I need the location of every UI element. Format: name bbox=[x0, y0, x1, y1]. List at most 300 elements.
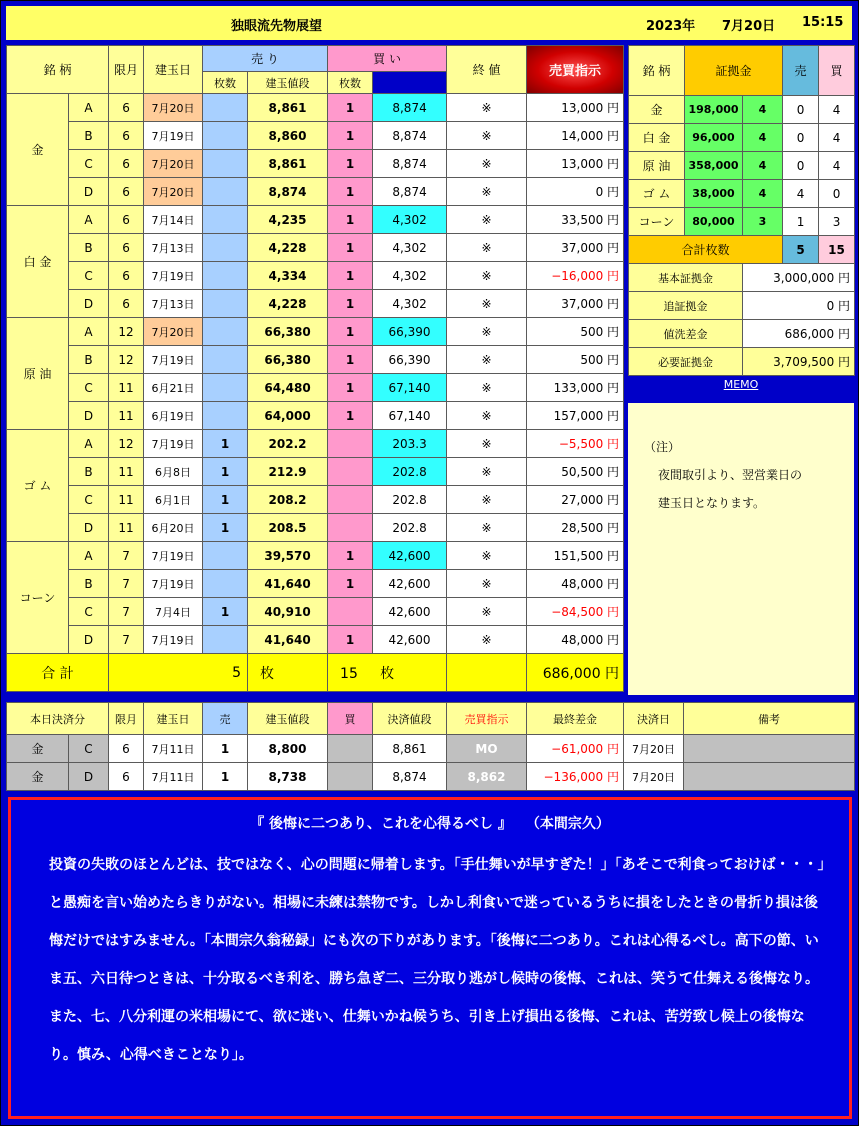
summary-margin: 96,000 bbox=[685, 124, 743, 152]
position-row bbox=[7, 94, 624, 122]
row-buy-count: 1 bbox=[328, 570, 373, 598]
quote-body: 投資の失敗のほとんどは、技ではなく、心の問題に帰着します。「手仕舞いが早すぎた！」「あそこで利食っておけば・・・」と愚痴を言い始めたらきりがない。相場に未練は禁物です。しかし利食いで迷っているうちに損をしたときの骨折り損は後悔だけではすみません。「本間宗久翁秘録」にも次の下りがあります。「後悔に二つあり。これは心得るべし。高下の節、いま五、六日待つときは、十分取るべき利を、勝ち急ぎ二、三分取り逃がし候時の後悔、これは、笑うて仕舞える後悔なり。また、七、八分利運の米相場にて、欲に迷い、仕舞いかね候うち、引き上げ損出る後悔、これは、苦労致し候上の後悔なり。慎み、心得べきことなり」。 bbox=[49, 857, 825, 1063]
page-title: 独眼流先物展望 bbox=[231, 19, 323, 34]
fund-label: 必要証拠金 bbox=[629, 348, 743, 376]
row-mark: ※ bbox=[447, 514, 527, 542]
summary-sell: 0 bbox=[783, 124, 819, 152]
row-code: C bbox=[69, 486, 109, 514]
settled-month: 6 bbox=[109, 735, 144, 763]
settled-note bbox=[684, 735, 855, 763]
fund-label: 基本証拠金 bbox=[629, 264, 743, 292]
row-close: 42,600 bbox=[373, 542, 447, 570]
summary-total-buy: 15 bbox=[819, 236, 855, 264]
row-buy-count: 1 bbox=[328, 122, 373, 150]
settled-row bbox=[7, 763, 855, 791]
row-buy-count: 1 bbox=[328, 94, 373, 122]
row-month: 6 bbox=[109, 178, 144, 206]
row-buy-count bbox=[328, 598, 373, 626]
row-close: 4,302 bbox=[373, 290, 447, 318]
row-diff: −84,500 円 bbox=[527, 598, 624, 626]
commodity-name: コーン bbox=[7, 542, 69, 654]
row-price: 4,235 bbox=[248, 206, 328, 234]
summary-buy: 3 bbox=[819, 208, 855, 236]
row-code: B bbox=[69, 570, 109, 598]
row-diff: 151,500 円 bbox=[527, 542, 624, 570]
row-sell-count bbox=[203, 402, 248, 430]
row-date: 6月19日 bbox=[144, 402, 203, 430]
summary-row bbox=[629, 124, 855, 152]
row-close: 67,140 bbox=[373, 374, 447, 402]
row-buy-count bbox=[328, 486, 373, 514]
row-code: C bbox=[69, 374, 109, 402]
row-code: B bbox=[69, 346, 109, 374]
position-row bbox=[7, 374, 624, 402]
row-mark: ※ bbox=[447, 598, 527, 626]
row-price: 64,000 bbox=[248, 402, 328, 430]
row-code: D bbox=[69, 514, 109, 542]
row-sell-count bbox=[203, 570, 248, 598]
settled-final: −136,000 円 bbox=[527, 763, 624, 791]
row-date: 7月19日 bbox=[144, 570, 203, 598]
row-date: 7月19日 bbox=[144, 262, 203, 290]
settled-sell: 1 bbox=[203, 735, 248, 763]
row-mark: ※ bbox=[447, 346, 527, 374]
row-close: 203.3 bbox=[373, 430, 447, 458]
row-mark: ※ bbox=[447, 234, 527, 262]
row-mark: ※ bbox=[447, 626, 527, 654]
row-sell-count bbox=[203, 234, 248, 262]
settled-final: −61,000 円 bbox=[527, 735, 624, 763]
row-month: 6 bbox=[109, 206, 144, 234]
row-buy-count bbox=[328, 430, 373, 458]
row-mark: ※ bbox=[447, 374, 527, 402]
fund-value: 0 円 bbox=[743, 292, 855, 320]
row-code: B bbox=[69, 458, 109, 486]
settled-date: 7月11日 bbox=[144, 763, 203, 791]
row-close: 67,140 bbox=[373, 402, 447, 430]
quote-title: 『 後悔に二つあり、これを心得るべし 』 （本間宗久） bbox=[250, 816, 610, 832]
row-close: 202.8 bbox=[373, 486, 447, 514]
header-close: 終 値 bbox=[447, 46, 527, 94]
position-row bbox=[7, 234, 624, 262]
row-code: D bbox=[69, 290, 109, 318]
settled-header-month: 限月 bbox=[109, 703, 144, 735]
row-code: B bbox=[69, 234, 109, 262]
row-price: 64,480 bbox=[248, 374, 328, 402]
margin-summary-table bbox=[628, 45, 855, 376]
position-row bbox=[7, 318, 624, 346]
memo-box bbox=[628, 403, 854, 695]
row-date: 7月19日 bbox=[144, 346, 203, 374]
row-mark: ※ bbox=[447, 486, 527, 514]
row-mark: ※ bbox=[447, 458, 527, 486]
row-date: 6月1日 bbox=[144, 486, 203, 514]
row-close: 202.8 bbox=[373, 514, 447, 542]
row-close: 202.8 bbox=[373, 458, 447, 486]
summary-total-sell: 5 bbox=[783, 236, 819, 264]
header-gengetsu: 限月 bbox=[109, 46, 144, 94]
row-date: 7月19日 bbox=[144, 542, 203, 570]
row-date: 7月14日 bbox=[144, 206, 203, 234]
summary-buy: 4 bbox=[819, 124, 855, 152]
row-month: 6 bbox=[109, 262, 144, 290]
position-row bbox=[7, 290, 624, 318]
row-date: 7月20日 bbox=[144, 178, 203, 206]
row-date: 7月4日 bbox=[144, 598, 203, 626]
row-month: 6 bbox=[109, 94, 144, 122]
row-price: 8,861 bbox=[248, 94, 328, 122]
row-sell-count bbox=[203, 262, 248, 290]
summary-row bbox=[629, 96, 855, 124]
row-sell-count bbox=[203, 178, 248, 206]
row-month: 6 bbox=[109, 122, 144, 150]
row-date: 7月20日 bbox=[144, 318, 203, 346]
row-mark: ※ bbox=[447, 542, 527, 570]
row-sell-count bbox=[203, 206, 248, 234]
commodity-name: 白 金 bbox=[7, 206, 69, 318]
row-code: D bbox=[69, 178, 109, 206]
summary-total-label: 合計枚数 bbox=[629, 236, 783, 264]
row-sell-count bbox=[203, 94, 248, 122]
settled-name: 金 bbox=[7, 763, 69, 791]
position-row bbox=[7, 514, 624, 542]
commodity-name: ゴ ム bbox=[7, 430, 69, 542]
settled-header-note: 備考 bbox=[684, 703, 855, 735]
row-sell-count: 1 bbox=[203, 458, 248, 486]
row-close: 8,874 bbox=[373, 150, 447, 178]
row-sell-count bbox=[203, 542, 248, 570]
memo-line-note: （注） bbox=[644, 440, 681, 454]
position-row bbox=[7, 486, 624, 514]
row-close: 66,390 bbox=[373, 318, 447, 346]
row-buy-count: 1 bbox=[328, 178, 373, 206]
row-code: D bbox=[69, 402, 109, 430]
row-code: C bbox=[69, 262, 109, 290]
position-row bbox=[7, 262, 624, 290]
summary-buy: 4 bbox=[819, 96, 855, 124]
row-price: 8,874 bbox=[248, 178, 328, 206]
position-row bbox=[7, 178, 624, 206]
summary-row bbox=[629, 180, 855, 208]
row-month: 12 bbox=[109, 346, 144, 374]
row-buy-count: 1 bbox=[328, 234, 373, 262]
row-sell-count: 1 bbox=[203, 598, 248, 626]
settled-settle-price: 8,874 bbox=[373, 763, 447, 791]
summary-header-sell: 売 bbox=[783, 46, 819, 96]
row-price: 4,228 bbox=[248, 290, 328, 318]
row-mark: ※ bbox=[447, 318, 527, 346]
row-month: 7 bbox=[109, 542, 144, 570]
position-row bbox=[7, 598, 624, 626]
row-code: B bbox=[69, 122, 109, 150]
row-mark: ※ bbox=[447, 206, 527, 234]
row-sell-count: 1 bbox=[203, 430, 248, 458]
summary-count: 4 bbox=[743, 152, 783, 180]
settled-header-settle-date: 決済日 bbox=[624, 703, 684, 735]
row-code: D bbox=[69, 626, 109, 654]
settled-price: 8,738 bbox=[248, 763, 328, 791]
fund-label: 追証拠金 bbox=[629, 292, 743, 320]
row-month: 12 bbox=[109, 430, 144, 458]
row-buy-count bbox=[328, 458, 373, 486]
row-month: 11 bbox=[109, 458, 144, 486]
summary-row bbox=[629, 152, 855, 180]
row-buy-count bbox=[328, 514, 373, 542]
row-diff: 28,500 円 bbox=[527, 514, 624, 542]
settled-code: C bbox=[69, 735, 109, 763]
row-month: 6 bbox=[109, 290, 144, 318]
row-diff: 13,000 円 bbox=[527, 150, 624, 178]
settled-table bbox=[6, 702, 855, 791]
fund-label: 値洗差金 bbox=[629, 320, 743, 348]
summary-count: 3 bbox=[743, 208, 783, 236]
row-price: 66,380 bbox=[248, 346, 328, 374]
total-unit-buy: 枚 bbox=[380, 665, 395, 682]
summary-header-meigara: 銘 柄 bbox=[629, 46, 685, 96]
row-price: 40,910 bbox=[248, 598, 328, 626]
row-diff: 37,000 円 bbox=[527, 290, 624, 318]
summary-row bbox=[629, 208, 855, 236]
title-bar bbox=[6, 6, 852, 40]
row-close: 4,302 bbox=[373, 206, 447, 234]
settled-date: 7月11日 bbox=[144, 735, 203, 763]
row-mark: ※ bbox=[447, 402, 527, 430]
position-row bbox=[7, 346, 624, 374]
date-label: 7月20日 bbox=[722, 19, 776, 34]
summary-margin: 358,000 bbox=[685, 152, 743, 180]
fund-row bbox=[629, 292, 855, 320]
row-sell-count bbox=[203, 122, 248, 150]
position-row bbox=[7, 122, 624, 150]
row-sell-count bbox=[203, 374, 248, 402]
settled-code: D bbox=[69, 763, 109, 791]
summary-margin: 198,000 bbox=[685, 96, 743, 124]
commodity-name: 金 bbox=[7, 94, 69, 206]
row-mark: ※ bbox=[447, 290, 527, 318]
header-buy: 買 い bbox=[328, 46, 447, 72]
row-mark: ※ bbox=[447, 178, 527, 206]
total-unit-sell: 枚 bbox=[248, 654, 328, 692]
settled-row bbox=[7, 735, 855, 763]
summary-buy: 4 bbox=[819, 152, 855, 180]
summary-count: 4 bbox=[743, 124, 783, 152]
settled-sell: 1 bbox=[203, 763, 248, 791]
row-close: 8,874 bbox=[373, 94, 447, 122]
row-close: 66,390 bbox=[373, 346, 447, 374]
settled-header-settle-price: 決済値段 bbox=[373, 703, 447, 735]
time-label: 15:15 bbox=[802, 15, 844, 30]
row-buy-count: 1 bbox=[328, 290, 373, 318]
row-price: 8,861 bbox=[248, 150, 328, 178]
total-sell-count: 5 bbox=[109, 654, 248, 692]
row-buy-count: 1 bbox=[328, 346, 373, 374]
position-row bbox=[7, 150, 624, 178]
total-buy-count-value: 15 bbox=[340, 665, 358, 682]
row-close: 42,600 bbox=[373, 570, 447, 598]
settled-header-final: 最終差金 bbox=[527, 703, 624, 735]
settled-header-price: 建玉値段 bbox=[248, 703, 328, 735]
row-buy-count: 1 bbox=[328, 206, 373, 234]
settled-buy bbox=[328, 763, 373, 791]
row-price: 66,380 bbox=[248, 318, 328, 346]
fund-row bbox=[629, 320, 855, 348]
settled-month: 6 bbox=[109, 763, 144, 791]
order-instruction-button[interactable]: 売買指示 bbox=[527, 46, 624, 94]
row-diff: 50,500 円 bbox=[527, 458, 624, 486]
memo-link[interactable]: MEMO bbox=[723, 378, 759, 391]
row-price: 41,640 bbox=[248, 570, 328, 598]
position-row bbox=[7, 402, 624, 430]
row-sell-count bbox=[203, 346, 248, 374]
row-code: C bbox=[69, 150, 109, 178]
summary-sell: 4 bbox=[783, 180, 819, 208]
year-label: 2023年 bbox=[646, 19, 696, 34]
summary-count: 4 bbox=[743, 96, 783, 124]
row-diff: 48,000 円 bbox=[527, 626, 624, 654]
row-date: 7月13日 bbox=[144, 290, 203, 318]
row-buy-count: 1 bbox=[328, 150, 373, 178]
row-close: 4,302 bbox=[373, 262, 447, 290]
row-month: 7 bbox=[109, 598, 144, 626]
row-close: 8,874 bbox=[373, 122, 447, 150]
settled-name: 金 bbox=[7, 735, 69, 763]
row-code: A bbox=[69, 318, 109, 346]
row-price: 4,334 bbox=[248, 262, 328, 290]
summary-header-buy: 買 bbox=[819, 46, 855, 96]
row-code: A bbox=[69, 94, 109, 122]
total-buy-count bbox=[328, 654, 447, 692]
row-price: 41,640 bbox=[248, 626, 328, 654]
row-sell-count: 1 bbox=[203, 514, 248, 542]
row-diff: 48,000 円 bbox=[527, 570, 624, 598]
summary-sell: 0 bbox=[783, 152, 819, 180]
row-sell-count bbox=[203, 626, 248, 654]
row-close: 4,302 bbox=[373, 234, 447, 262]
summary-count: 4 bbox=[743, 180, 783, 208]
header-sell-count: 枚数 bbox=[203, 72, 248, 94]
row-buy-count: 1 bbox=[328, 626, 373, 654]
row-sell-count bbox=[203, 290, 248, 318]
summary-margin: 38,000 bbox=[685, 180, 743, 208]
settled-price: 8,800 bbox=[248, 735, 328, 763]
position-row bbox=[7, 206, 624, 234]
settled-header-today: 本日決済分 bbox=[7, 703, 109, 735]
settled-order: MO bbox=[447, 735, 527, 763]
position-row bbox=[7, 458, 624, 486]
position-row bbox=[7, 542, 624, 570]
row-mark: ※ bbox=[447, 570, 527, 598]
summary-name: 原 油 bbox=[629, 152, 685, 180]
memo-line-2: 建玉日となります。 bbox=[658, 496, 766, 510]
row-mark: ※ bbox=[447, 262, 527, 290]
row-code: A bbox=[69, 542, 109, 570]
row-diff: 14,000 円 bbox=[527, 122, 624, 150]
row-date: 6月8日 bbox=[144, 458, 203, 486]
row-diff: 33,500 円 bbox=[527, 206, 624, 234]
row-month: 6 bbox=[109, 234, 144, 262]
row-price: 8,860 bbox=[248, 122, 328, 150]
settled-header-date: 建玉日 bbox=[144, 703, 203, 735]
row-code: C bbox=[69, 598, 109, 626]
row-month: 11 bbox=[109, 374, 144, 402]
row-sell-count bbox=[203, 150, 248, 178]
row-month: 11 bbox=[109, 402, 144, 430]
total-label: 合 計 bbox=[7, 654, 109, 692]
settled-buy bbox=[328, 735, 373, 763]
row-price: 208.2 bbox=[248, 486, 328, 514]
row-diff: 157,000 円 bbox=[527, 402, 624, 430]
row-buy-count: 1 bbox=[328, 542, 373, 570]
row-mark: ※ bbox=[447, 150, 527, 178]
row-diff: 0 円 bbox=[527, 178, 624, 206]
row-month: 7 bbox=[109, 626, 144, 654]
row-diff: 13,000 円 bbox=[527, 94, 624, 122]
header-meigara: 銘 柄 bbox=[7, 46, 109, 94]
row-close: 42,600 bbox=[373, 598, 447, 626]
row-diff: −16,000 円 bbox=[527, 262, 624, 290]
row-diff: −5,500 円 bbox=[527, 430, 624, 458]
row-price: 39,570 bbox=[248, 542, 328, 570]
settled-header-sell: 売 bbox=[203, 703, 248, 735]
fund-row bbox=[629, 348, 855, 376]
header-tatebi: 建玉日 bbox=[144, 46, 203, 94]
row-close: 8,874 bbox=[373, 178, 447, 206]
memo-line-1: 夜間取引より、翌営業日の bbox=[658, 468, 803, 482]
row-date: 7月13日 bbox=[144, 234, 203, 262]
row-code: A bbox=[69, 206, 109, 234]
settled-settle-date: 7月20日 bbox=[624, 763, 684, 791]
row-diff: 500 円 bbox=[527, 318, 624, 346]
position-row bbox=[7, 570, 624, 598]
row-month: 11 bbox=[109, 514, 144, 542]
summary-buy: 0 bbox=[819, 180, 855, 208]
row-date: 6月20日 bbox=[144, 514, 203, 542]
row-mark: ※ bbox=[447, 430, 527, 458]
position-row bbox=[7, 430, 624, 458]
commodity-name: 原 油 bbox=[7, 318, 69, 430]
row-date: 7月19日 bbox=[144, 430, 203, 458]
row-date: 6月21日 bbox=[144, 374, 203, 402]
position-row bbox=[7, 626, 624, 654]
row-buy-count: 1 bbox=[328, 402, 373, 430]
summary-sell: 0 bbox=[783, 96, 819, 124]
settled-order: 8,862 bbox=[447, 763, 527, 791]
settled-header-buy: 買 bbox=[328, 703, 373, 735]
row-date: 7月19日 bbox=[144, 626, 203, 654]
row-month: 11 bbox=[109, 486, 144, 514]
summary-margin: 80,000 bbox=[685, 208, 743, 236]
row-price: 208.5 bbox=[248, 514, 328, 542]
header-sell: 売 り bbox=[203, 46, 328, 72]
row-price: 4,228 bbox=[248, 234, 328, 262]
row-diff: 27,000 円 bbox=[527, 486, 624, 514]
row-sell-count bbox=[203, 318, 248, 346]
row-buy-count: 1 bbox=[328, 374, 373, 402]
row-price: 202.2 bbox=[248, 430, 328, 458]
row-diff: 133,000 円 bbox=[527, 374, 624, 402]
header-price: 建玉値段 bbox=[248, 72, 328, 94]
header-buy-count: 枚数 bbox=[328, 72, 373, 94]
fund-value: 3,000,000 円 bbox=[743, 264, 855, 292]
settled-header-order: 売買指示 bbox=[447, 703, 527, 735]
row-month: 12 bbox=[109, 318, 144, 346]
row-date: 7月20日 bbox=[144, 150, 203, 178]
positions-table bbox=[6, 45, 624, 692]
fund-row bbox=[629, 264, 855, 292]
total-diff: 686,000 円 bbox=[527, 654, 624, 692]
summary-name: コーン bbox=[629, 208, 685, 236]
fund-value: 686,000 円 bbox=[743, 320, 855, 348]
